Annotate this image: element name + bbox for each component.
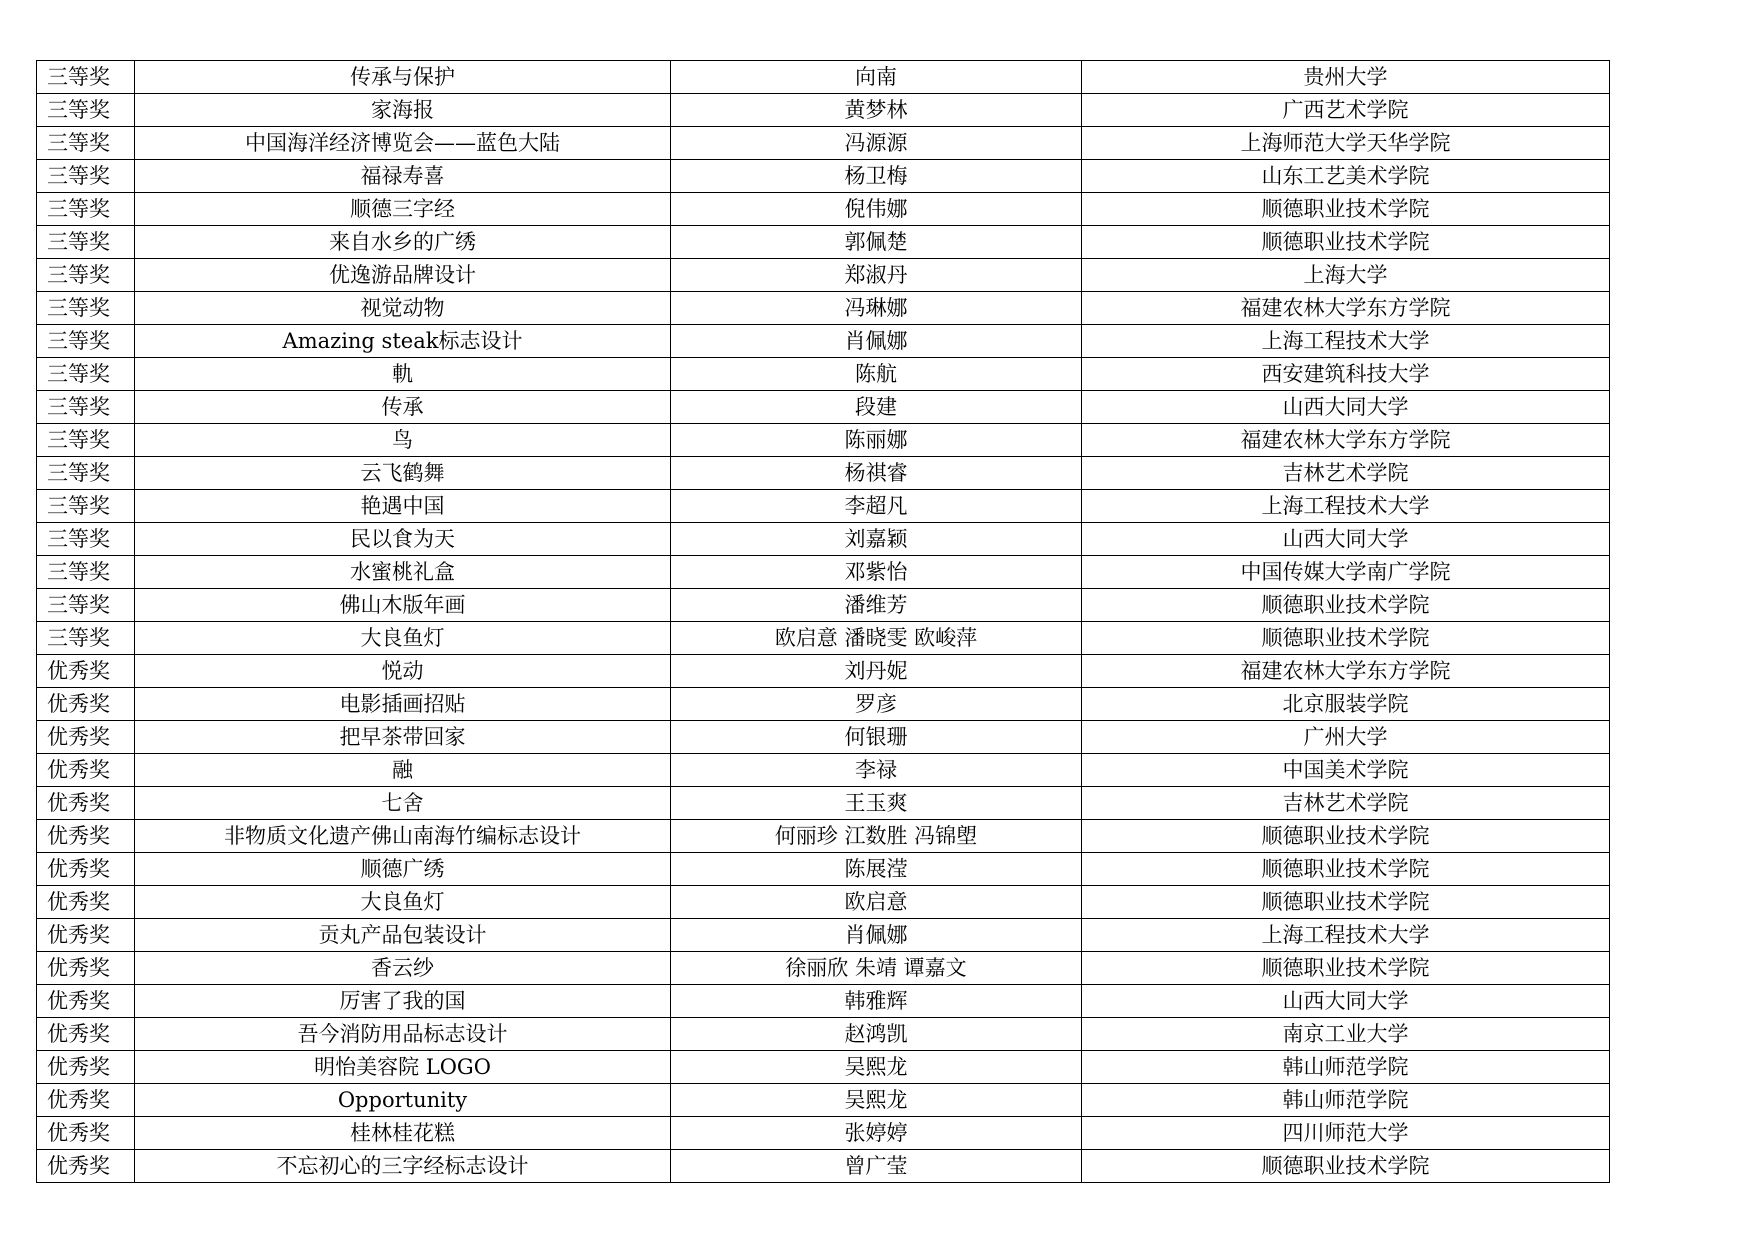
work-title-cell: 七舍 xyxy=(135,787,671,820)
work-title-cell: 电影插画招贴 xyxy=(135,688,671,721)
table-row xyxy=(37,61,1610,94)
author-cell: 郭佩楚 xyxy=(671,226,1082,259)
table-row xyxy=(37,127,1610,160)
school-cell: 顺德职业技术学院 xyxy=(1082,952,1610,985)
award-level-cell: 三等奖 xyxy=(37,589,135,622)
work-title-cell: 云飞鹤舞 xyxy=(135,457,671,490)
author-cell: 刘丹妮 xyxy=(671,655,1082,688)
work-title-cell: 桂林桂花糕 xyxy=(135,1117,671,1150)
award-level-cell: 三等奖 xyxy=(37,457,135,490)
work-title-cell: Amazing steak标志设计 xyxy=(135,325,671,358)
table-row xyxy=(37,655,1610,688)
school-cell: 上海师范大学天华学院 xyxy=(1082,127,1610,160)
work-title-cell: 顺德广绣 xyxy=(135,853,671,886)
table-row xyxy=(37,1051,1610,1084)
author-cell: 李禄 xyxy=(671,754,1082,787)
award-level-cell: 优秀奖 xyxy=(37,853,135,886)
table-row xyxy=(37,358,1610,391)
table-row xyxy=(37,391,1610,424)
school-cell: 中国传媒大学南广学院 xyxy=(1082,556,1610,589)
award-level-cell: 优秀奖 xyxy=(37,1084,135,1117)
school-cell: 贵州大学 xyxy=(1082,61,1610,94)
author-cell: 向南 xyxy=(671,61,1082,94)
author-cell: 陈丽娜 xyxy=(671,424,1082,457)
work-title-cell: 香云纱 xyxy=(135,952,671,985)
work-title-cell: 吾今消防用品标志设计 xyxy=(135,1018,671,1051)
table-row xyxy=(37,952,1610,985)
author-cell: 王玉爽 xyxy=(671,787,1082,820)
award-level-cell: 三等奖 xyxy=(37,358,135,391)
work-title-cell: 非物质文化遗产佛山南海竹编标志设计 xyxy=(135,820,671,853)
table-row xyxy=(37,523,1610,556)
table-row xyxy=(37,490,1610,523)
work-title-cell: 水蜜桃礼盒 xyxy=(135,556,671,589)
table-row xyxy=(37,556,1610,589)
table-row xyxy=(37,424,1610,457)
author-cell: 陈展滢 xyxy=(671,853,1082,886)
work-title-cell: 不忘初心的三字经标志设计 xyxy=(135,1150,671,1183)
author-cell: 郑淑丹 xyxy=(671,259,1082,292)
work-title-cell: 鸟 xyxy=(135,424,671,457)
work-title-cell: 来自水乡的广绣 xyxy=(135,226,671,259)
school-cell: 韩山师范学院 xyxy=(1082,1084,1610,1117)
award-level-cell: 优秀奖 xyxy=(37,1117,135,1150)
school-cell: 南京工业大学 xyxy=(1082,1018,1610,1051)
school-cell: 广西艺术学院 xyxy=(1082,94,1610,127)
work-title-cell: Opportunity xyxy=(135,1084,671,1117)
award-level-cell: 三等奖 xyxy=(37,61,135,94)
school-cell: 福建农林大学东方学院 xyxy=(1082,292,1610,325)
table-row xyxy=(37,754,1610,787)
school-cell: 山东工艺美术学院 xyxy=(1082,160,1610,193)
table-row xyxy=(37,589,1610,622)
table-row xyxy=(37,1117,1610,1150)
work-title-cell: 厉害了我的国 xyxy=(135,985,671,1018)
award-table-body xyxy=(37,61,1610,1183)
school-cell: 西安建筑科技大学 xyxy=(1082,358,1610,391)
work-title-cell: 大良鱼灯 xyxy=(135,622,671,655)
school-cell: 福建农林大学东方学院 xyxy=(1082,655,1610,688)
work-title-cell: 佛山木版年画 xyxy=(135,589,671,622)
table-row xyxy=(37,1084,1610,1117)
work-title-cell: 融 xyxy=(135,754,671,787)
award-level-cell: 优秀奖 xyxy=(37,820,135,853)
award-level-cell: 三等奖 xyxy=(37,226,135,259)
table-row xyxy=(37,457,1610,490)
author-cell: 欧启意 潘晓雯 欧峻萍 xyxy=(671,622,1082,655)
award-level-cell: 三等奖 xyxy=(37,490,135,523)
school-cell: 顺德职业技术学院 xyxy=(1082,1150,1610,1183)
award-level-cell: 三等奖 xyxy=(37,193,135,226)
table-row xyxy=(37,94,1610,127)
school-cell: 四川师范大学 xyxy=(1082,1117,1610,1150)
school-cell: 顺德职业技术学院 xyxy=(1082,622,1610,655)
school-cell: 吉林艺术学院 xyxy=(1082,787,1610,820)
table-row xyxy=(37,853,1610,886)
work-title-cell: 顺德三字经 xyxy=(135,193,671,226)
table-row xyxy=(37,226,1610,259)
school-cell: 上海工程技术大学 xyxy=(1082,919,1610,952)
award-level-cell: 三等奖 xyxy=(37,94,135,127)
work-title-cell: 明怡美容院 LOGO xyxy=(135,1051,671,1084)
award-level-cell: 优秀奖 xyxy=(37,919,135,952)
table-row xyxy=(37,160,1610,193)
author-cell: 冯源源 xyxy=(671,127,1082,160)
award-level-cell: 三等奖 xyxy=(37,556,135,589)
award-level-cell: 三等奖 xyxy=(37,622,135,655)
author-cell: 韩雅辉 xyxy=(671,985,1082,1018)
work-title-cell: 贡丸产品包装设计 xyxy=(135,919,671,952)
school-cell: 韩山师范学院 xyxy=(1082,1051,1610,1084)
table-row xyxy=(37,325,1610,358)
table-row xyxy=(37,886,1610,919)
work-title-cell: 视觉动物 xyxy=(135,292,671,325)
school-cell: 顺德职业技术学院 xyxy=(1082,193,1610,226)
school-cell: 顺德职业技术学院 xyxy=(1082,820,1610,853)
school-cell: 山西大同大学 xyxy=(1082,391,1610,424)
award-level-cell: 优秀奖 xyxy=(37,754,135,787)
school-cell: 顺德职业技术学院 xyxy=(1082,853,1610,886)
table-row xyxy=(37,292,1610,325)
award-level-cell: 优秀奖 xyxy=(37,787,135,820)
author-cell: 吴熙龙 xyxy=(671,1084,1082,1117)
author-cell: 冯琳娜 xyxy=(671,292,1082,325)
work-title-cell: 优逸游品牌设计 xyxy=(135,259,671,292)
school-cell: 上海大学 xyxy=(1082,259,1610,292)
award-level-cell: 三等奖 xyxy=(37,127,135,160)
work-title-cell: 悦动 xyxy=(135,655,671,688)
table-row xyxy=(37,259,1610,292)
author-cell: 吴熙龙 xyxy=(671,1051,1082,1084)
table-row xyxy=(37,919,1610,952)
school-cell: 上海工程技术大学 xyxy=(1082,490,1610,523)
award-level-cell: 优秀奖 xyxy=(37,655,135,688)
table-row xyxy=(37,622,1610,655)
award-level-cell: 三等奖 xyxy=(37,523,135,556)
school-cell: 中国美术学院 xyxy=(1082,754,1610,787)
author-cell: 邓紫怡 xyxy=(671,556,1082,589)
author-cell: 潘维芳 xyxy=(671,589,1082,622)
author-cell: 陈航 xyxy=(671,358,1082,391)
award-level-cell: 三等奖 xyxy=(37,292,135,325)
author-cell: 黄梦林 xyxy=(671,94,1082,127)
author-cell: 肖佩娜 xyxy=(671,325,1082,358)
award-level-cell: 优秀奖 xyxy=(37,886,135,919)
award-level-cell: 优秀奖 xyxy=(37,1018,135,1051)
school-cell: 吉林艺术学院 xyxy=(1082,457,1610,490)
author-cell: 赵鸿凯 xyxy=(671,1018,1082,1051)
author-cell: 曾广莹 xyxy=(671,1150,1082,1183)
table-row xyxy=(37,193,1610,226)
award-level-cell: 优秀奖 xyxy=(37,1150,135,1183)
school-cell: 顺德职业技术学院 xyxy=(1082,886,1610,919)
author-cell: 欧启意 xyxy=(671,886,1082,919)
award-level-cell: 优秀奖 xyxy=(37,952,135,985)
school-cell: 广州大学 xyxy=(1082,721,1610,754)
award-level-cell: 优秀奖 xyxy=(37,688,135,721)
work-title-cell: 传承 xyxy=(135,391,671,424)
award-level-cell: 三等奖 xyxy=(37,160,135,193)
work-title-cell: 軌 xyxy=(135,358,671,391)
author-cell: 段建 xyxy=(671,391,1082,424)
author-cell: 倪伟娜 xyxy=(671,193,1082,226)
award-level-cell: 优秀奖 xyxy=(37,721,135,754)
school-cell: 顺德职业技术学院 xyxy=(1082,226,1610,259)
author-cell: 何银珊 xyxy=(671,721,1082,754)
award-level-cell: 优秀奖 xyxy=(37,1051,135,1084)
table-row xyxy=(37,1150,1610,1183)
school-cell: 山西大同大学 xyxy=(1082,523,1610,556)
author-cell: 杨卫梅 xyxy=(671,160,1082,193)
award-level-cell: 三等奖 xyxy=(37,391,135,424)
award-level-cell: 三等奖 xyxy=(37,424,135,457)
table-row xyxy=(37,820,1610,853)
school-cell: 山西大同大学 xyxy=(1082,985,1610,1018)
school-cell: 顺德职业技术学院 xyxy=(1082,589,1610,622)
author-cell: 何丽珍 江数胜 冯锦塱 xyxy=(671,820,1082,853)
work-title-cell: 中国海洋经济博览会——蓝色大陆 xyxy=(135,127,671,160)
table-row xyxy=(37,985,1610,1018)
work-title-cell: 家海报 xyxy=(135,94,671,127)
work-title-cell: 艳遇中国 xyxy=(135,490,671,523)
award-table xyxy=(36,60,1610,1183)
author-cell: 徐丽欣 朱靖 谭嘉文 xyxy=(671,952,1082,985)
work-title-cell: 福禄寿喜 xyxy=(135,160,671,193)
table-row xyxy=(37,688,1610,721)
work-title-cell: 传承与保护 xyxy=(135,61,671,94)
school-cell: 北京服装学院 xyxy=(1082,688,1610,721)
award-level-cell: 三等奖 xyxy=(37,325,135,358)
work-title-cell: 民以食为天 xyxy=(135,523,671,556)
author-cell: 张婷婷 xyxy=(671,1117,1082,1150)
author-cell: 罗彦 xyxy=(671,688,1082,721)
work-title-cell: 把早茶带回家 xyxy=(135,721,671,754)
author-cell: 肖佩娜 xyxy=(671,919,1082,952)
table-row xyxy=(37,787,1610,820)
author-cell: 李超凡 xyxy=(671,490,1082,523)
author-cell: 杨祺睿 xyxy=(671,457,1082,490)
work-title-cell: 大良鱼灯 xyxy=(135,886,671,919)
school-cell: 上海工程技术大学 xyxy=(1082,325,1610,358)
award-level-cell: 优秀奖 xyxy=(37,985,135,1018)
author-cell: 刘嘉颖 xyxy=(671,523,1082,556)
award-level-cell: 三等奖 xyxy=(37,259,135,292)
table-row xyxy=(37,721,1610,754)
school-cell: 福建农林大学东方学院 xyxy=(1082,424,1610,457)
table-row xyxy=(37,1018,1610,1051)
